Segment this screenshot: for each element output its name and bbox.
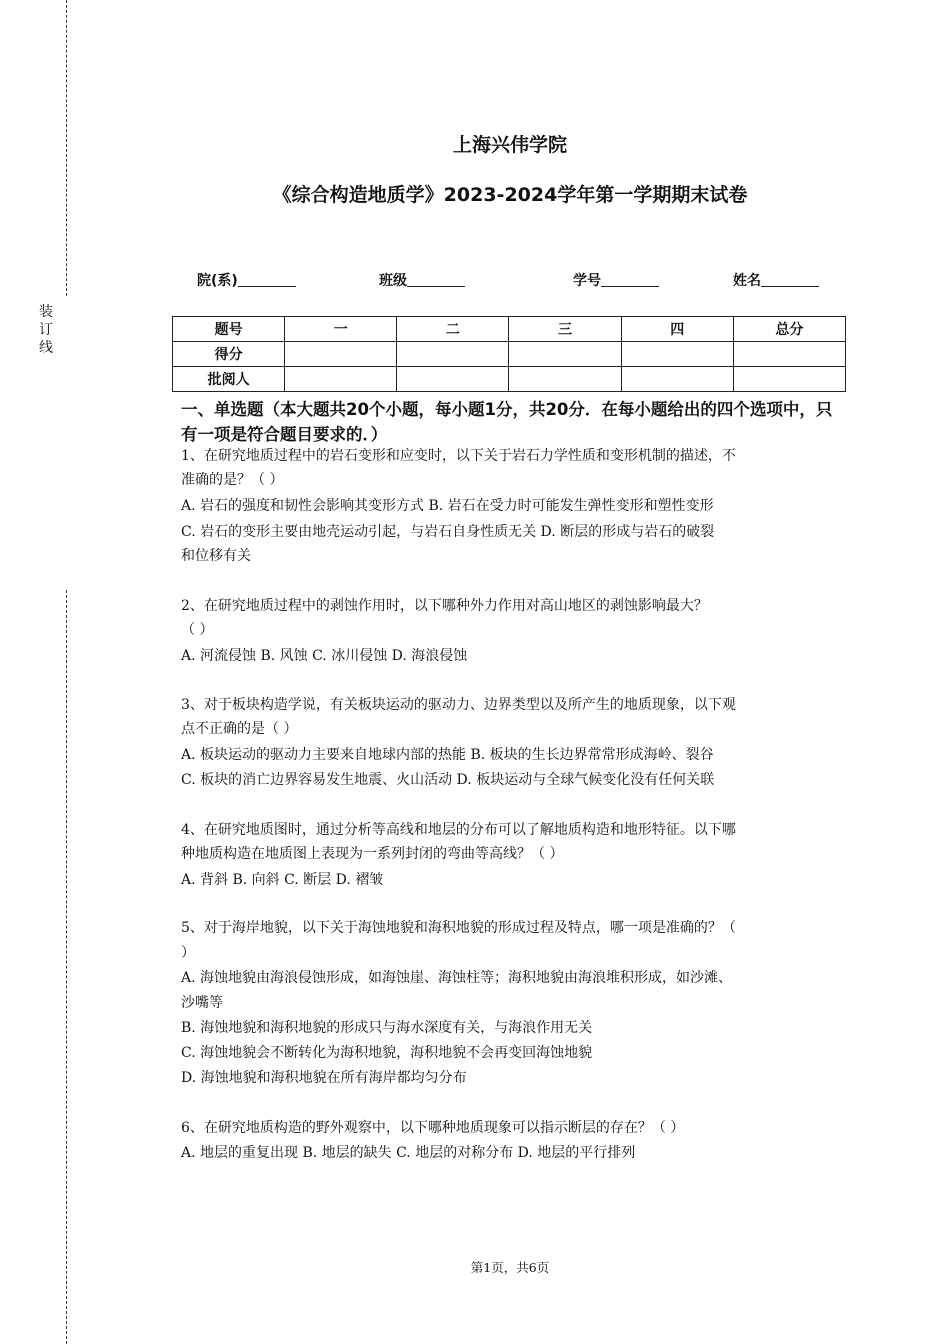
score-cell[interactable] xyxy=(733,342,845,367)
question-4-line: 4、在研究地质图时，通过分析等高线和地层的分布可以了解地质构造和地形特征。以下哪 xyxy=(181,822,736,838)
question-2-line: 2、在研究地质过程中的剥蚀作用时，以下哪种外力作用对高山地区的剥蚀影响最大？ xyxy=(181,598,708,614)
header-cell: 总分 xyxy=(733,317,845,342)
class-blank[interactable] xyxy=(407,272,465,287)
header-cell: 一 xyxy=(285,317,397,342)
grader-cell[interactable] xyxy=(733,367,845,392)
question-5-line: 5、对于海岸地貌，以下关于海蚀地貌和海积地貌的形成过程及特点，哪一项是准确的？（ xyxy=(181,920,736,936)
question-5-option-line: D. 海蚀地貌和海积地貌在所有海岸都均匀分布 xyxy=(181,1070,467,1086)
grader-cell[interactable] xyxy=(397,367,509,392)
question-1-line: 准确的是？（ ） xyxy=(181,472,284,488)
header-cell: 四 xyxy=(621,317,733,342)
question-4-line: 种地质构造在地质图上表现为一系列封闭的弯曲等高线？（ ） xyxy=(181,846,564,862)
department-label: 院(系) xyxy=(197,273,238,289)
question-6-option-line: A. 地层的重复出现 B. 地层的缺失 C. 地层的对称分布 D. 地层的平行排列 xyxy=(181,1145,636,1161)
grader-cell[interactable] xyxy=(285,367,397,392)
question-3-line: 3、对于板块构造学说，有关板块运动的驱动力、边界类型以及所产生的地质现象，以下观 xyxy=(181,697,736,713)
score-row xyxy=(173,342,846,367)
exam-title: 《综合构造地质学》2023-2024学年第一学期期末试卷 xyxy=(272,184,748,206)
school-name: 上海兴伟学院 xyxy=(452,134,567,156)
page-footer: 第1页，共6页 xyxy=(470,1260,550,1275)
score-table-header-row xyxy=(173,317,846,342)
score-cell[interactable] xyxy=(621,342,733,367)
name-label: 姓名 xyxy=(733,273,761,289)
header-cell: 三 xyxy=(509,317,621,342)
row-label: 得分 xyxy=(173,342,285,367)
header-cell: 二 xyxy=(397,317,509,342)
class-label: 班级 xyxy=(379,273,407,289)
question-3-option-line: A. 板块运动的驱动力主要来自地球内部的热能 B. 板块的生长边界常常形成海岭、裂谷 xyxy=(181,747,714,763)
question-1-option-line: 和位移有关 xyxy=(181,548,251,564)
name-blank[interactable] xyxy=(761,272,819,287)
student-id-label: 学号 xyxy=(573,273,601,289)
binding-char: 线 xyxy=(39,340,53,356)
grader-row xyxy=(173,367,846,392)
question-4-option-line: A. 背斜 B. 向斜 C. 断层 D. 褶皱 xyxy=(181,872,384,888)
binding-label xyxy=(34,303,58,357)
score-cell[interactable] xyxy=(509,342,621,367)
question-5-option-line: A. 海蚀地貌由海浪侵蚀形成，如海蚀崖、海蚀柱等；海积地貌由海浪堆积形成，如沙滩、 xyxy=(181,970,733,986)
score-cell[interactable] xyxy=(397,342,509,367)
name-field[interactable] xyxy=(733,270,819,290)
binding-char: 订 xyxy=(39,322,53,338)
row-label: 批阅人 xyxy=(173,367,285,392)
student-id-blank[interactable] xyxy=(601,272,659,287)
binding-dashed-line-bottom xyxy=(66,590,67,1344)
question-2-line: （ ） xyxy=(181,622,214,638)
question-5-option-line: C. 海蚀地貌会不断转化为海积地貌，海积地貌不会再变回海蚀地貌 xyxy=(181,1045,593,1061)
question-1-line: 1、在研究地质过程中的岩石变形和应变时，以下关于岩石力学性质和变形机制的描述，不 xyxy=(181,448,736,464)
department-field[interactable] xyxy=(197,270,296,290)
score-cell[interactable] xyxy=(285,342,397,367)
question-3-option-line: C. 板块的消亡边界容易发生地震、火山活动 D. 板块运动与全球气候变化没有任何关联 xyxy=(181,772,715,788)
question-1-option-line: C. 岩石的变形主要由地壳运动引起，与岩石自身性质无关 D. 断层的形成与岩石的破裂 xyxy=(181,524,715,540)
department-blank[interactable] xyxy=(238,272,296,287)
question-5-option-line: 沙嘴等 xyxy=(181,995,223,1011)
question-2-option-line: A. 河流侵蚀 B. 风蚀 C. 冰川侵蚀 D. 海浪侵蚀 xyxy=(181,648,468,664)
grader-cell[interactable] xyxy=(621,367,733,392)
section-heading: 一、单选题（本大题共20个小题，每小题1分，共20分．在每小题给出的四个选项中，只有一项是符合题目要求的．） xyxy=(181,400,833,444)
class-field[interactable] xyxy=(379,270,465,290)
question-6-line: 6、在研究地质构造的野外观察中，以下哪种地质现象可以指示断层的存在？（ ） xyxy=(181,1120,685,1136)
question-3-line: 点不正确的是（ ） xyxy=(181,721,298,737)
question-5-line: ） xyxy=(181,945,195,961)
student-id-field[interactable] xyxy=(573,270,659,290)
binding-char: 装 xyxy=(39,304,53,320)
question-5-option-line: B. 海蚀地貌和海积地貌的形成只与海水深度有关，与海浪作用无关 xyxy=(181,1020,593,1036)
score-table xyxy=(172,316,846,392)
header-cell: 题号 xyxy=(173,317,285,342)
question-1-option-line: A. 岩石的强度和韧性会影响其变形方式 B. 岩石在受力时可能发生弹性变形和塑性变形 xyxy=(181,498,714,514)
grader-cell[interactable] xyxy=(509,367,621,392)
